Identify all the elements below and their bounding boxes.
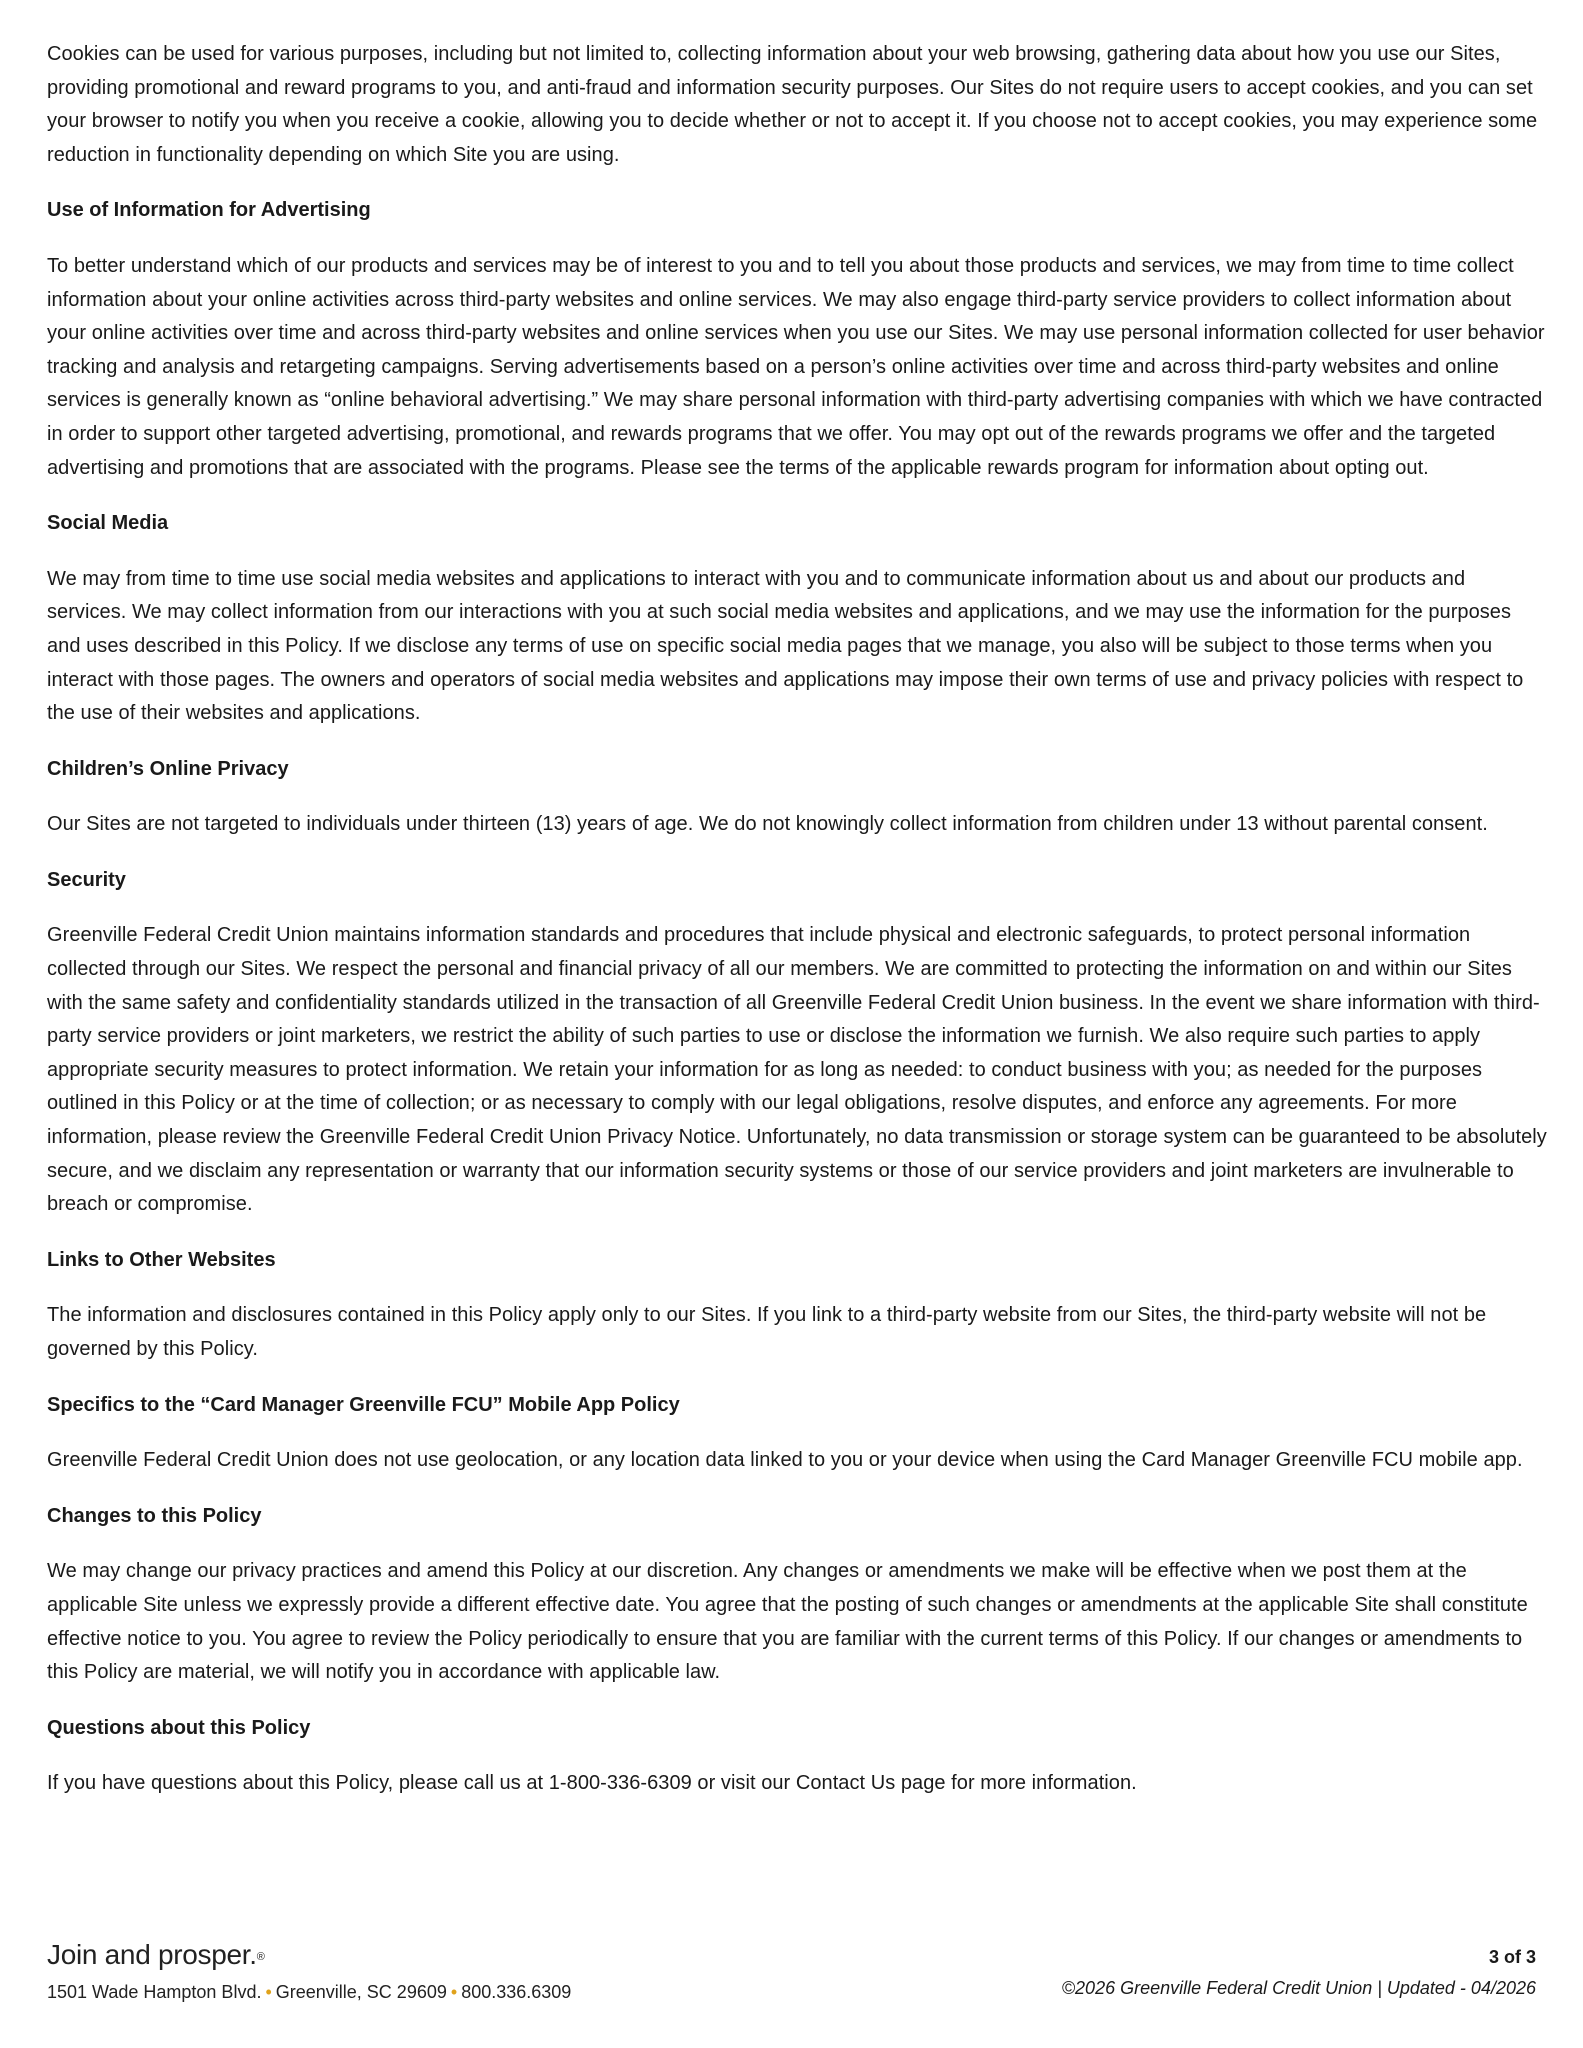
page-number: 3 of 3 bbox=[1488, 1947, 1536, 1967]
copyright-notice: ©2026 Greenville Federal Credit Union | Updated - 04/2026 bbox=[1061, 1978, 1536, 1998]
security-heading: Security bbox=[47, 868, 126, 891]
footer-branding bbox=[47, 1938, 571, 2006]
slogan bbox=[47, 1938, 571, 1972]
childrens-privacy-paragraph: Our Sites are not targeted to individuals under thirteen (13) years of age. We do not knowingly collect information from children under 13 without parental consent. bbox=[47, 813, 1488, 836]
changes-paragraph: We may change our privacy practices and amend this Policy at our discretion. Any changes or amendments we make will be effective when we post them at the applicable Site unless we expressly provide a different effective date. You agree that the posting of such changes or amendments at the applicable Site shall constitute effective notice to you. You agree to review the Policy periodically to ensure that you are familiar with the current terms of this Policy. If our changes or amendments to this Policy are material, we will notify you in accordance with applicable law. bbox=[47, 1560, 1528, 1684]
footer-meta bbox=[1062, 1944, 1536, 2002]
advertising-paragraph: To better understand which of our products and services may be of interest to you and to tell you about those products and services, we may from time to time collect information about your online activities across third-party websites and online services. We may also engage third-party service providers to collect information about your online activities over time and across third-party websites and online services when you use our Sites. We may use personal information collected for user behavior tracking and analysis and retargeting campaigns. Serving advertisements based on a person’s online activities over time and across third-party websites and online services is generally known as “online behavioral advertising.” We may share personal information with third-party advertising companies with which we have contracted in order to support other targeted advertising, promotional, and rewards programs that we offer. You may opt out of the rewards programs we offer and the targeted advertising and promotions that are associated with the programs. Please see the terms of the applicable rewards program for information about opting out. bbox=[47, 254, 1545, 479]
childrens-privacy-heading: Children’s Online Privacy bbox=[47, 757, 289, 780]
links-heading: Links to Other Websites bbox=[47, 1248, 276, 1271]
address-city: Greenville, SC 29609 bbox=[275, 1982, 447, 2002]
document-body bbox=[47, 38, 1547, 1823]
advertising-heading: Use of Information for Advertising bbox=[47, 199, 371, 222]
mobile-app-paragraph: Greenville Federal Credit Union does not use geolocation, or any location data linked to you or your device when using the Card Manager Greenville FCU mobile app. bbox=[47, 1449, 1523, 1472]
security-paragraph: Greenville Federal Credit Union maintains information standards and procedures that include physical and electronic safeguards, to protect personal information collected through our Sites. We respect the personal and financial privacy of all our members. We are committed to protecting the information on and within our Sites with the same safety and confidentiality standards utilized in the transaction of all Greenville Federal Credit Union business. In the event we share information with third-party service providers or joint marketers, we restrict the ability of such parties to use or disclose the information we furnish. We also require such parties to apply appropriate security measures to protect information. We retain your information for as long as needed: to conduct business with you; as needed for the purposes outlined in this Policy or at the time of collection; or as necessary to comply with our legal obligations, resolve disputes, and enforce any agreements. For more information, please review the Greenville Federal Credit Union Privacy Notice. Unfortunately, no data transmission or storage system can be guaranteed to be absolutely secure, and we disclaim any representation or warranty that our information security systems or those of our service providers and joint marketers are invulnerable to breach or compromise. bbox=[47, 924, 1547, 1216]
mobile-app-heading: Specifics to the “Card Manager Greenville FCU” Mobile App Policy bbox=[47, 1393, 680, 1416]
bullet-icon: • bbox=[265, 1982, 272, 2002]
address-phone: 800.336.6309 bbox=[461, 1982, 572, 2002]
changes-heading: Changes to this Policy bbox=[47, 1504, 262, 1527]
bullet-icon: • bbox=[450, 1982, 458, 2002]
slogan-text: Join and prosper. bbox=[47, 1939, 257, 1970]
social-media-paragraph: We may from time to time use social media websites and applications to interact with you and to communicate information about us and about our products and services. We may collect information from our interactions with you at such social media websites and applications, and we may use the information for the purposes and uses described in this Policy. If we disclose any terms of use on specific social media pages that we manage, you also will be subject to those terms when you interact with those pages. The owners and operators of social media websites and applications may impose their own terms of use and privacy policies with respect to the use of their websites and applications. bbox=[47, 567, 1524, 725]
social-media-heading: Social Media bbox=[47, 512, 169, 535]
questions-heading: Questions about this Policy bbox=[47, 1716, 311, 1739]
footer-address bbox=[47, 1978, 571, 2006]
questions-paragraph: If you have questions about this Policy, please call us at 1-800-336-6309 or visit our Contact Us page for more information. bbox=[47, 1772, 1137, 1795]
links-paragraph: The information and disclosures contained in this Policy apply only to our Sites. If you link to a third-party website from our Sites, the third-party website will not be governed by this Policy. bbox=[47, 1304, 1487, 1360]
registered-mark: ® bbox=[256, 1951, 265, 1963]
address-street: 1501 Wade Hampton Blvd. bbox=[47, 1982, 262, 2002]
cookies-paragraph: Cookies can be used for various purposes, including but not limited to, collecting information about your web browsing, gathering data about how you use our Sites, providing promotional and reward programs to you, and anti-fraud and information security purposes. Our Sites do not require users to accept cookies, and you can set your browser to notify you when you receive a cookie, allowing you to decide whether or not to accept it. If you choose not to accept cookies, you may experience some reduction in functionality depending on which Site you are using. bbox=[47, 43, 1538, 166]
